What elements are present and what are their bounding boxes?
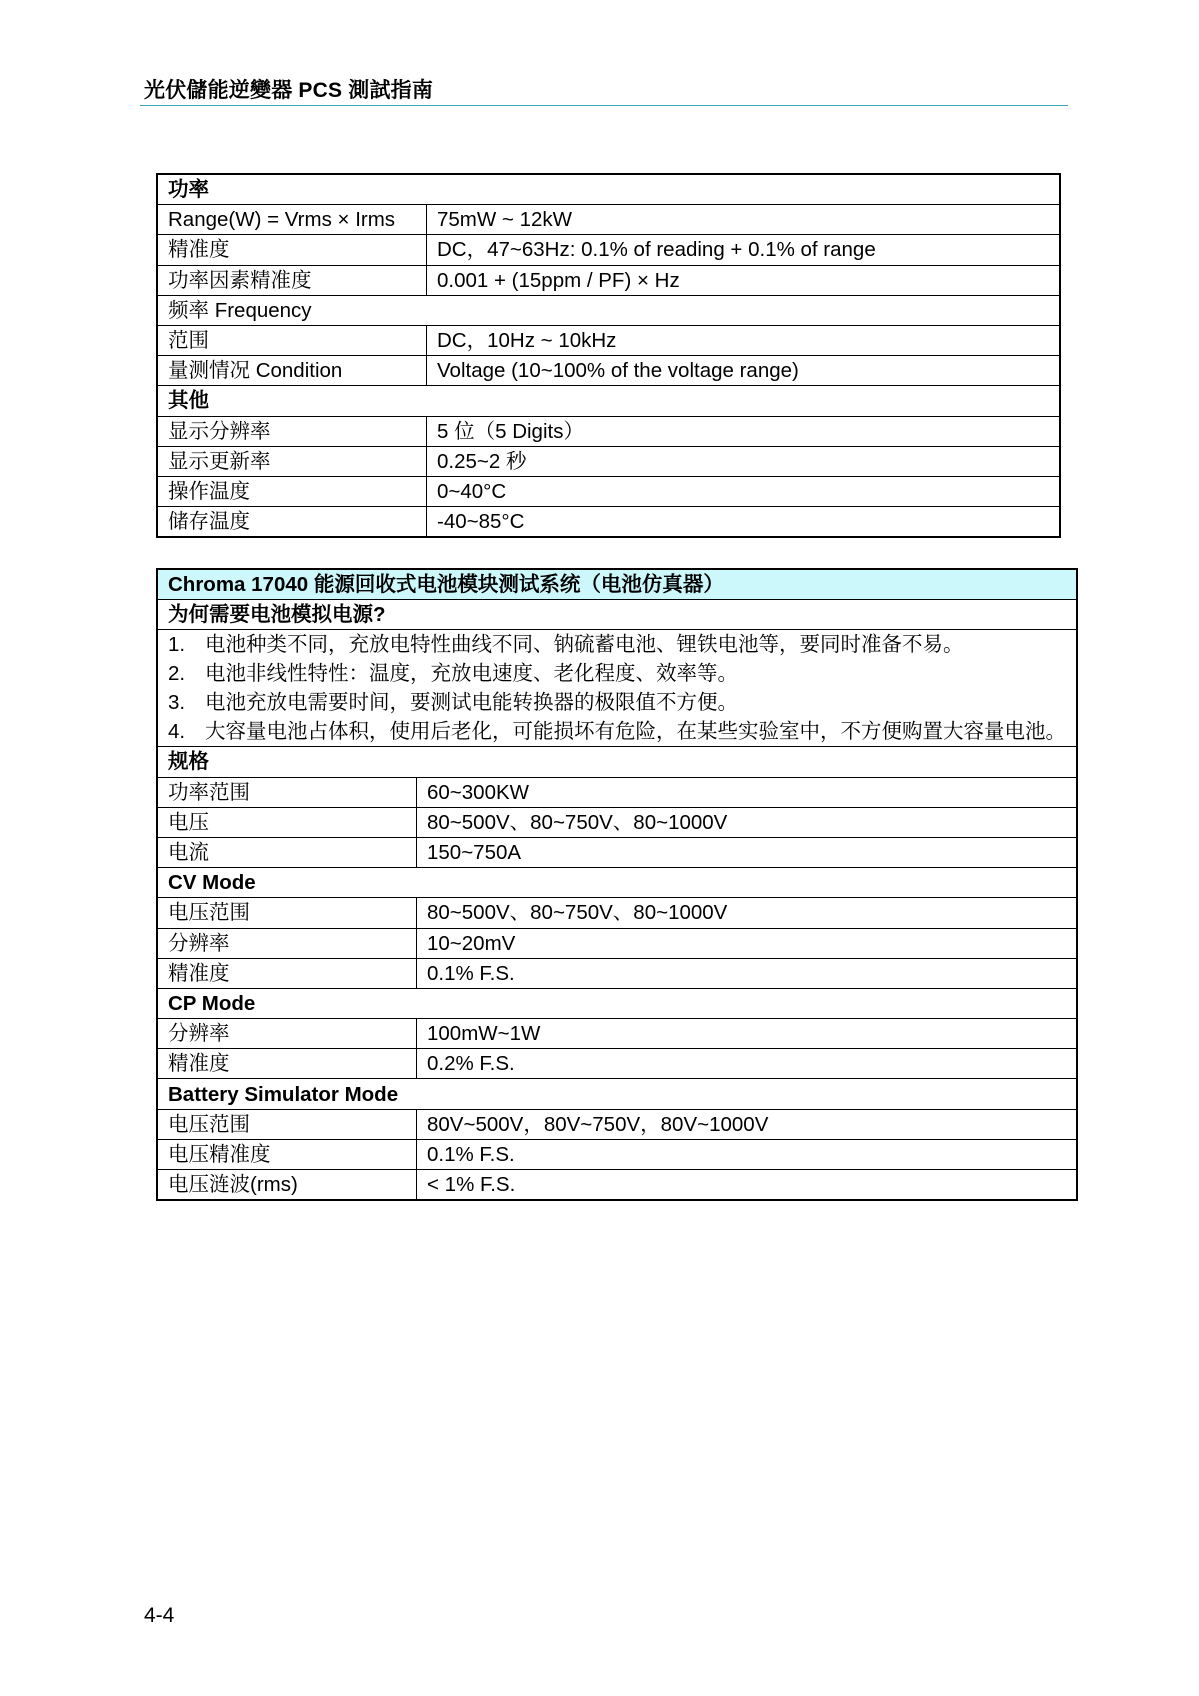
table-row <box>157 325 1060 355</box>
spec-label: 显示分辨率 <box>157 416 427 446</box>
list-item <box>168 630 1066 659</box>
section-heading: 为何需要电池模拟电源? <box>157 600 1077 630</box>
table-row <box>157 235 1060 265</box>
spec-value: 60~300KW <box>417 777 1078 807</box>
list-item-text: 电池种类不同，充放电特性曲线不同、钠硫蓄电池、锂铁电池等，要同时准备不易。 <box>205 633 964 657</box>
spec-value: 0.2% F.S. <box>417 1049 1078 1079</box>
table-title: Chroma 17040 能源回收式电池模块测试系统（电池仿真器） <box>157 569 1077 600</box>
section-row <box>157 295 1060 325</box>
spec-label: 量测情况 Condition <box>157 356 427 386</box>
table-row <box>157 205 1060 235</box>
list-item-number: 3. <box>168 691 186 715</box>
spec-value: 75mW ~ 12kW <box>427 205 1061 235</box>
table-title-row <box>157 569 1077 600</box>
table-row <box>157 356 1060 386</box>
spec-label: 分辨率 <box>157 1019 417 1049</box>
section-row <box>157 868 1077 898</box>
spec-value: Voltage (10~100% of the voltage range) <box>427 356 1061 386</box>
spec-label: 功率因素精准度 <box>157 265 427 295</box>
section-row <box>157 386 1060 416</box>
list-item-text: 电池非线性特性：温度，充放电速度、老化程度、效率等。 <box>205 662 738 686</box>
table-row <box>157 1019 1077 1049</box>
spec-value: 0.001 + (15ppm / PF) × Hz <box>427 265 1061 295</box>
spec-label: Range(W) = Vrms × Irms <box>157 205 427 235</box>
section-heading: CV Mode <box>157 868 1077 898</box>
spec-label: 精准度 <box>157 1049 417 1079</box>
section-heading: 频率 Frequency <box>157 295 1060 325</box>
spec-value: 0~40°C <box>427 476 1061 506</box>
section-heading: 其他 <box>157 386 1060 416</box>
section-heading: Battery Simulator Mode <box>157 1079 1077 1109</box>
table-row <box>157 446 1060 476</box>
power-spec-table <box>156 173 1061 538</box>
spec-value: DC，47~63Hz: 0.1% of reading + 0.1% of range <box>427 235 1061 265</box>
list-item <box>168 659 1066 688</box>
spec-value: 80V~500V，80V~750V，80V~1000V <box>417 1109 1078 1139</box>
spec-label: 电压精准度 <box>157 1139 417 1169</box>
table-row <box>157 1049 1077 1079</box>
spec-value: 5 位（5 Digits） <box>427 416 1061 446</box>
list-item <box>168 717 1066 746</box>
page-number: 4-4 <box>144 1604 175 1627</box>
spec-value: 80~500V、80~750V、80~1000V <box>417 898 1078 928</box>
table-row <box>157 507 1060 538</box>
table-row <box>157 416 1060 446</box>
spec-label: 储存温度 <box>157 507 427 538</box>
reason-list-row <box>157 630 1077 747</box>
table-row <box>157 928 1077 958</box>
spec-label: 操作温度 <box>157 476 427 506</box>
spec-value: 150~750A <box>417 837 1078 867</box>
spec-value: 100mW~1W <box>417 1019 1078 1049</box>
spec-label: 精准度 <box>157 235 427 265</box>
list-item-text: 电池充放电需要时间，要测试电能转换器的极限值不方便。 <box>205 691 738 715</box>
table-row <box>157 837 1077 867</box>
battery-simulator-spec-table <box>156 568 1078 1201</box>
spec-label: 电压范围 <box>157 1109 417 1139</box>
list-item-number: 2. <box>168 662 186 686</box>
section-row <box>157 600 1077 630</box>
table-row <box>157 958 1077 988</box>
spec-label: 电压涟波(rms) <box>157 1170 417 1201</box>
table-row <box>157 1139 1077 1169</box>
page-header-title: 光伏儲能逆變器 PCS 測試指南 <box>144 79 434 102</box>
section-row <box>157 988 1077 1018</box>
spec-label: 显示更新率 <box>157 446 427 476</box>
table-row <box>157 265 1060 295</box>
list-item-number: 1. <box>168 633 186 657</box>
spec-label: 功率范围 <box>157 777 417 807</box>
section-heading: 规格 <box>157 747 1077 777</box>
spec-label: 范围 <box>157 325 427 355</box>
table-row <box>157 777 1077 807</box>
list-item-number: 4. <box>168 720 186 744</box>
spec-label: 电流 <box>157 837 417 867</box>
spec-label: 电压范围 <box>157 898 417 928</box>
table-row <box>157 476 1060 506</box>
spec-label: 精准度 <box>157 958 417 988</box>
spec-value: 10~20mV <box>417 928 1078 958</box>
table-row <box>157 1170 1077 1201</box>
spec-label: 电压 <box>157 807 417 837</box>
table-row <box>157 898 1077 928</box>
spec-label: 分辨率 <box>157 928 417 958</box>
section-row <box>157 1079 1077 1109</box>
section-row <box>157 174 1060 205</box>
spec-value: < 1% F.S. <box>417 1170 1078 1201</box>
section-heading: 功率 <box>157 174 1060 205</box>
list-item-text: 大容量电池占体积，使用后老化，可能损坏有危险，在某些实验室中，不方便购置大容量电池。 <box>205 720 1066 744</box>
spec-value: -40~85°C <box>427 507 1061 538</box>
header-rule <box>140 105 1068 106</box>
spec-value: 80~500V、80~750V、80~1000V <box>417 807 1078 837</box>
spec-value: 0.1% F.S. <box>417 958 1078 988</box>
section-row <box>157 747 1077 777</box>
spec-value: 0.25~2 秒 <box>427 446 1061 476</box>
spec-value: DC，10Hz ~ 10kHz <box>427 325 1061 355</box>
reason-list <box>157 630 1077 747</box>
table-row <box>157 1109 1077 1139</box>
table-row <box>157 807 1077 837</box>
spec-value: 0.1% F.S. <box>417 1139 1078 1169</box>
section-heading: CP Mode <box>157 988 1077 1018</box>
list-item <box>168 688 1066 717</box>
